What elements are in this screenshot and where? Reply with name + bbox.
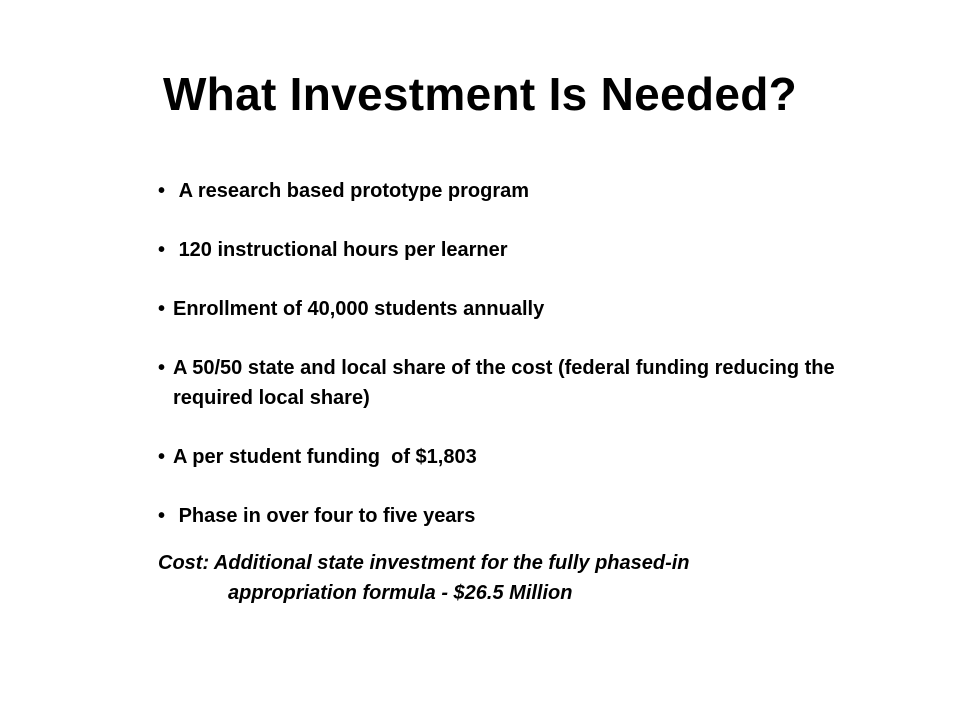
bullet-item	[158, 176, 858, 206]
bullet-list	[158, 176, 858, 531]
bullet-dot-icon: •	[158, 239, 166, 261]
cost-line: Cost: Additional state investment for the fully phased-in	[158, 552, 690, 574]
bullet-item	[158, 501, 858, 531]
bullet-dot-icon: •	[158, 180, 166, 202]
bullet-text: Phase in over four to five years	[173, 505, 476, 527]
bullet-text: A research based prototype program	[173, 180, 530, 202]
bullet-text: Enrollment of 40,000 students annually	[173, 298, 545, 320]
bullet-item	[158, 353, 858, 413]
bullet-text: 120 instructional hours per learner	[173, 239, 508, 261]
bullet-item	[158, 235, 858, 265]
cost-summary	[158, 548, 858, 608]
bullet-text: A 50/50 state and local share of the cost (federal funding reducing the required local share)	[173, 357, 841, 409]
bullet-dot-icon: •	[158, 505, 166, 527]
bullet-item	[158, 294, 858, 324]
bullet-dot-icon: •	[158, 298, 166, 320]
bullet-dot-icon: •	[158, 357, 166, 379]
slide-title: What Investment Is Needed?	[162, 68, 798, 120]
bullet-text: A per student funding of $1,803	[173, 446, 477, 468]
bullet-item	[158, 442, 858, 472]
bullet-dot-icon: •	[158, 446, 166, 468]
cost-line: appropriation formula - $26.5 Million	[228, 582, 573, 604]
